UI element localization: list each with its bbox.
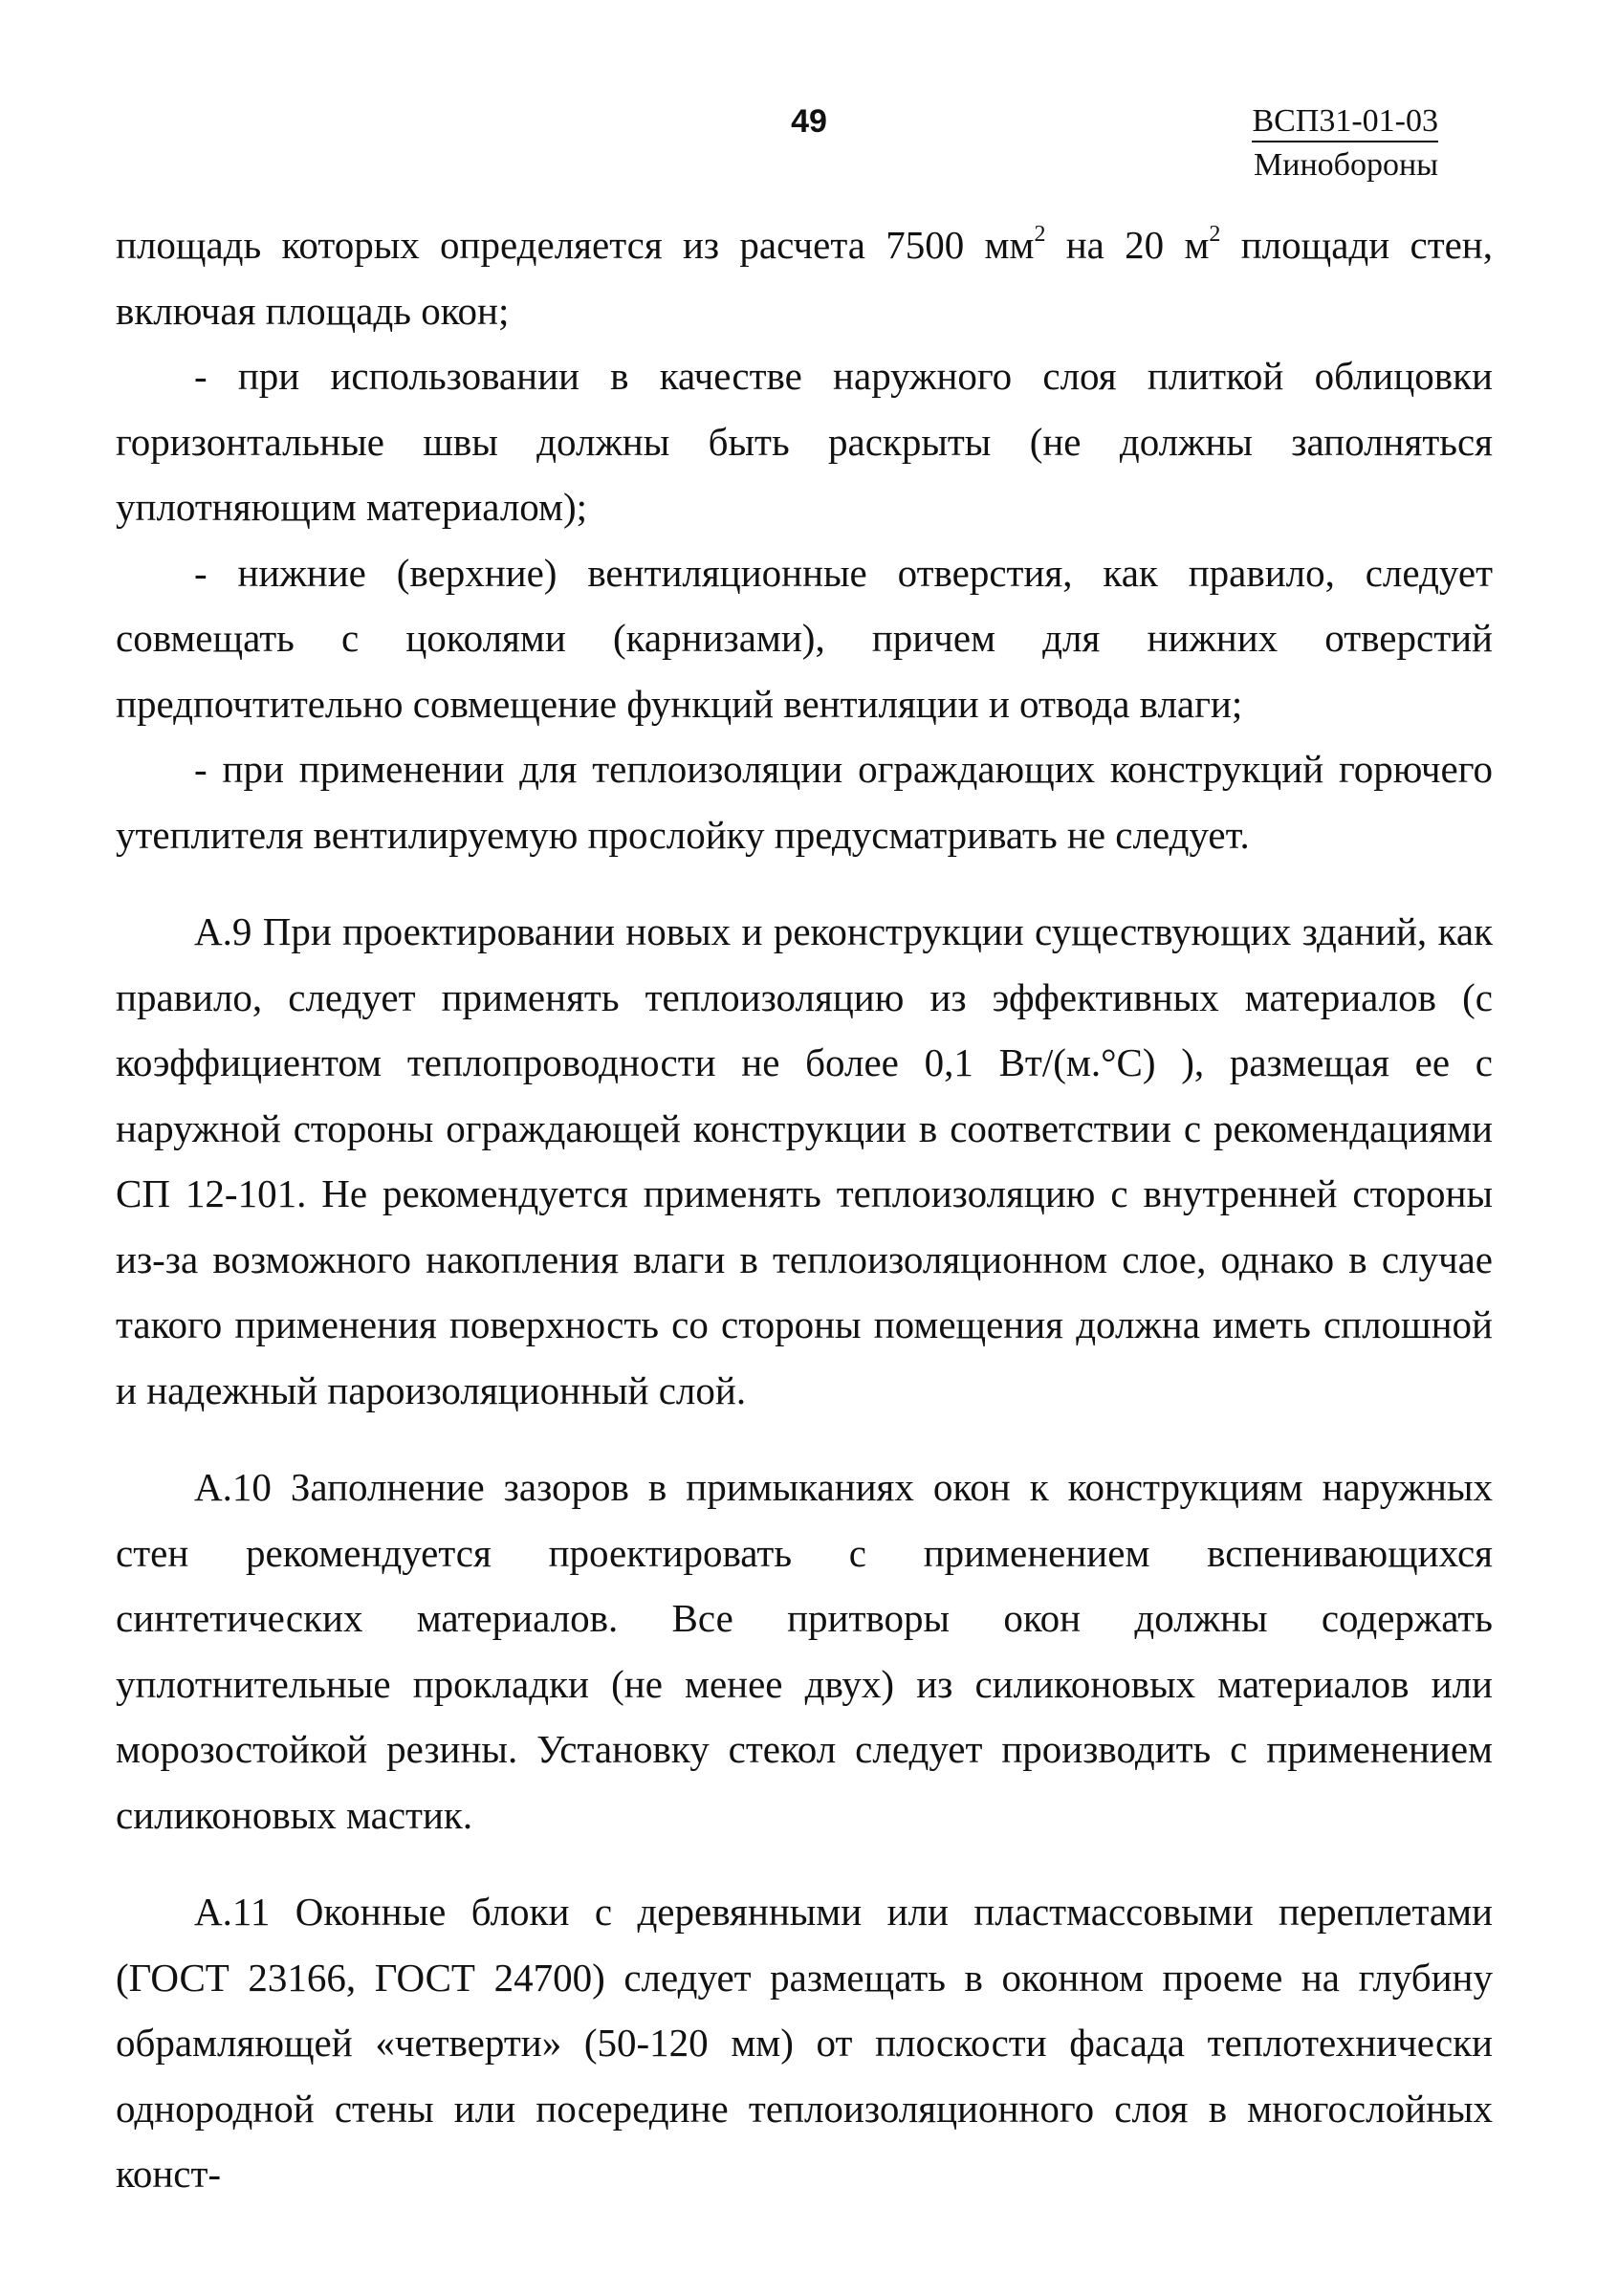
section-a11: А.11 Оконные блоки с деревянными или пластмассовыми переплетами (ГОСТ 23166, ГОСТ 24700) следует размещать в оконном проеме на глубину обрамляющей «четверти» (50-120 мм) от плоскости фасада теплотехнически однородной стены или посередине теплоизоляционного слоя в многослойных конст- — [116, 1890, 1493, 2196]
list-item-tile-cladding: - при использовании в качестве наружного слоя плиткой облицовки горизонтальные швы должны быть раскрыты (не должны заполняться уплотняющим материалом); — [116, 354, 1493, 529]
section-a10: А.10 Заполнение зазоров в примыканиях окон к конструкциям наружных стен рекомендуется проектировать с применением вспенивающихся синтетических материалов. Все притворы окон должны содержать уплотнительные прокладки (не менее двух) из силиконовых материалов или морозостойкой резины. Установку стекол следует производить с применением силиконовых мастик. — [116, 1465, 1493, 1837]
organization-name: Минобороны — [1254, 147, 1438, 183]
section-a9: А.9 При проектировании новых и реконструкции существующих зданий, как правило, следует применять теплоизоляцию из эффективных материалов (с коэффициентом теплопроводности не более 0,1 Вт/(м.°С) ), размещая ее с наружной стороны ограждающей конструкции в соответствии с рекомендациями СП 12-101. Не рекомендуется применять теплоизоляцию с внутренней стороны из-за возможного накопления влаги в теплоизоляционном слое, однако в случае такого применения поверхность со стороны помещения должна иметь сплошной и надежный пароизоляционный слой. — [116, 909, 1493, 1412]
paragraph-continuation: площадь которых определяется из расчета 7500 $мм^2$ на 20 $м^2$ площади стен, включая площадь окон; — [116, 222, 1493, 333]
document-code-block — [1252, 99, 1438, 187]
body-text — [116, 212, 1493, 2207]
list-item-combustible-insulation: - при применении для теплоизоляции ограждающих конструкций горючего утеплителя вентилируемую прослойку предусматривать не следует. — [116, 747, 1493, 857]
page-number: 49 — [791, 103, 827, 140]
list-item-vent-openings: - нижние (верхние) вентиляционные отверстия, как правило, следует совмещать с цоколями (карнизами), причем для нижних отверстий предпочтительно совмещение функций вентиляции и отвода влаги; — [116, 550, 1493, 726]
document-code: ВСП31-01-03 — [1252, 102, 1438, 142]
